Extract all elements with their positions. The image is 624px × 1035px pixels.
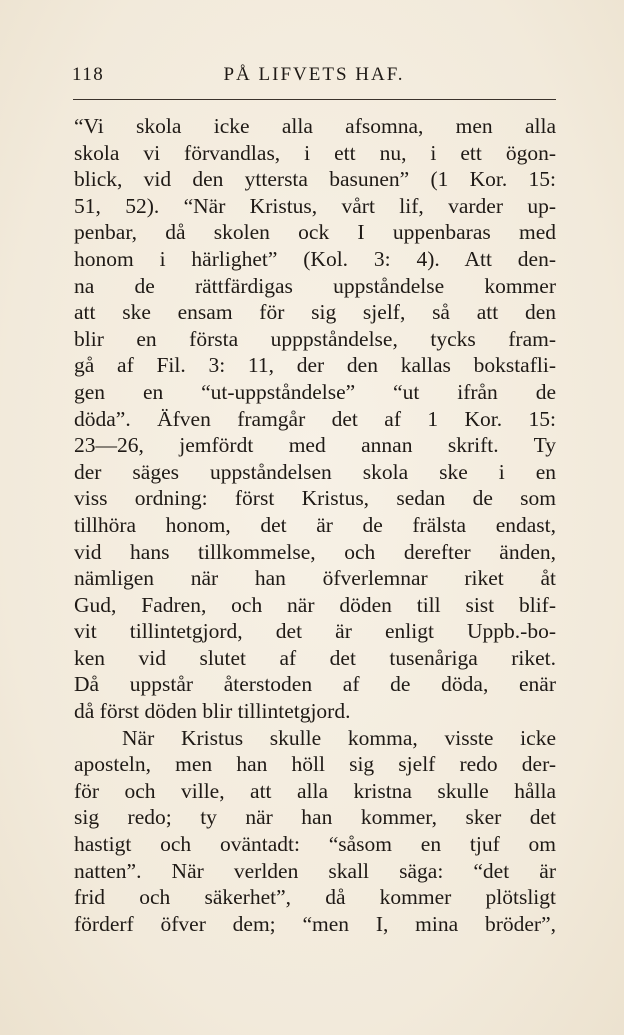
body-text: [74, 113, 556, 937]
text-line: att ske ensam för sig sjelf, så att den: [74, 300, 556, 325]
text-line: aposteln, men han höll sig sjelf redo der-: [74, 752, 556, 777]
text-line: 23—26, jemfördt med annan skrift. Ty: [74, 433, 556, 458]
text-line: “Vi skola icke alla afsomna, men alla: [74, 114, 556, 138]
text-line: skola vi förvandlas, i ett nu, i ett ögon-: [74, 140, 556, 165]
page-header: [72, 64, 556, 90]
text-line: blick, vid den yttersta basunen” (1 Kor. 15:: [74, 167, 556, 192]
text-line: vit tillintetgjord, det är enligt Uppb.-bo-: [74, 619, 556, 644]
text-line: honom i härlighet” (Kol. 3: 4). Att den-: [74, 246, 556, 271]
text-line: hastigt och oväntadt: “såsom en tjuf om: [74, 832, 556, 857]
paragraph-start-line: När Kristus skulle komma, visste icke: [122, 725, 556, 750]
text-line: vid hans tillkommelse, och derefter änden,: [74, 539, 556, 564]
text-line: nämligen när han öfverlemnar riket åt: [74, 566, 556, 591]
text-line: sig redo; ty när han kommer, sker det: [74, 805, 556, 830]
text-line: Då uppstår återstoden af de döda, enär: [74, 672, 556, 697]
text-line: der säges uppståndelsen skola ske i en: [74, 459, 556, 484]
text-line: gå af Fil. 3: 11, der den kallas bokstafli-: [74, 353, 556, 378]
running-title: PÅ LIFVETS HAF.: [223, 64, 405, 85]
text-line: döda”. Äfven framgår det af 1 Kor. 15:: [74, 406, 556, 431]
text-line: ken vid slutet af det tusenåriga riket.: [74, 645, 556, 670]
text-line: viss ordning: först Kristus, sedan de som: [74, 486, 556, 511]
text-line: Gud, Fadren, och när döden till sist blif-: [74, 592, 556, 617]
text-line: gen en “ut-uppståndelse” “ut ifrån de: [74, 379, 556, 404]
page-number: 118: [72, 64, 105, 85]
text-line: blir en första upppståndelse, tycks fram-: [74, 326, 556, 351]
text-line: förderf öfver dem; “men I, mina bröder”,: [74, 911, 556, 936]
text-line: för och ville, att alla kristna skulle hålla: [74, 778, 556, 803]
text-line: frid och säkerhet”, då kommer plötsligt: [74, 885, 556, 910]
text-line: penbar, då skolen ock I uppenbaras med: [74, 220, 556, 245]
text-line: na de rättfärdigas uppståndelse kommer: [74, 273, 556, 298]
header-rule: [73, 99, 556, 100]
paragraph-end-line: då först döden blir tillintetgjord.: [74, 699, 351, 724]
text-line: tillhöra honom, det är de frälsta endast,: [74, 512, 556, 537]
text-line: 51, 52). “När Kristus, vårt lif, varder up-: [74, 193, 556, 218]
text-line: natten”. När verlden skall säga: “det är: [74, 858, 556, 883]
